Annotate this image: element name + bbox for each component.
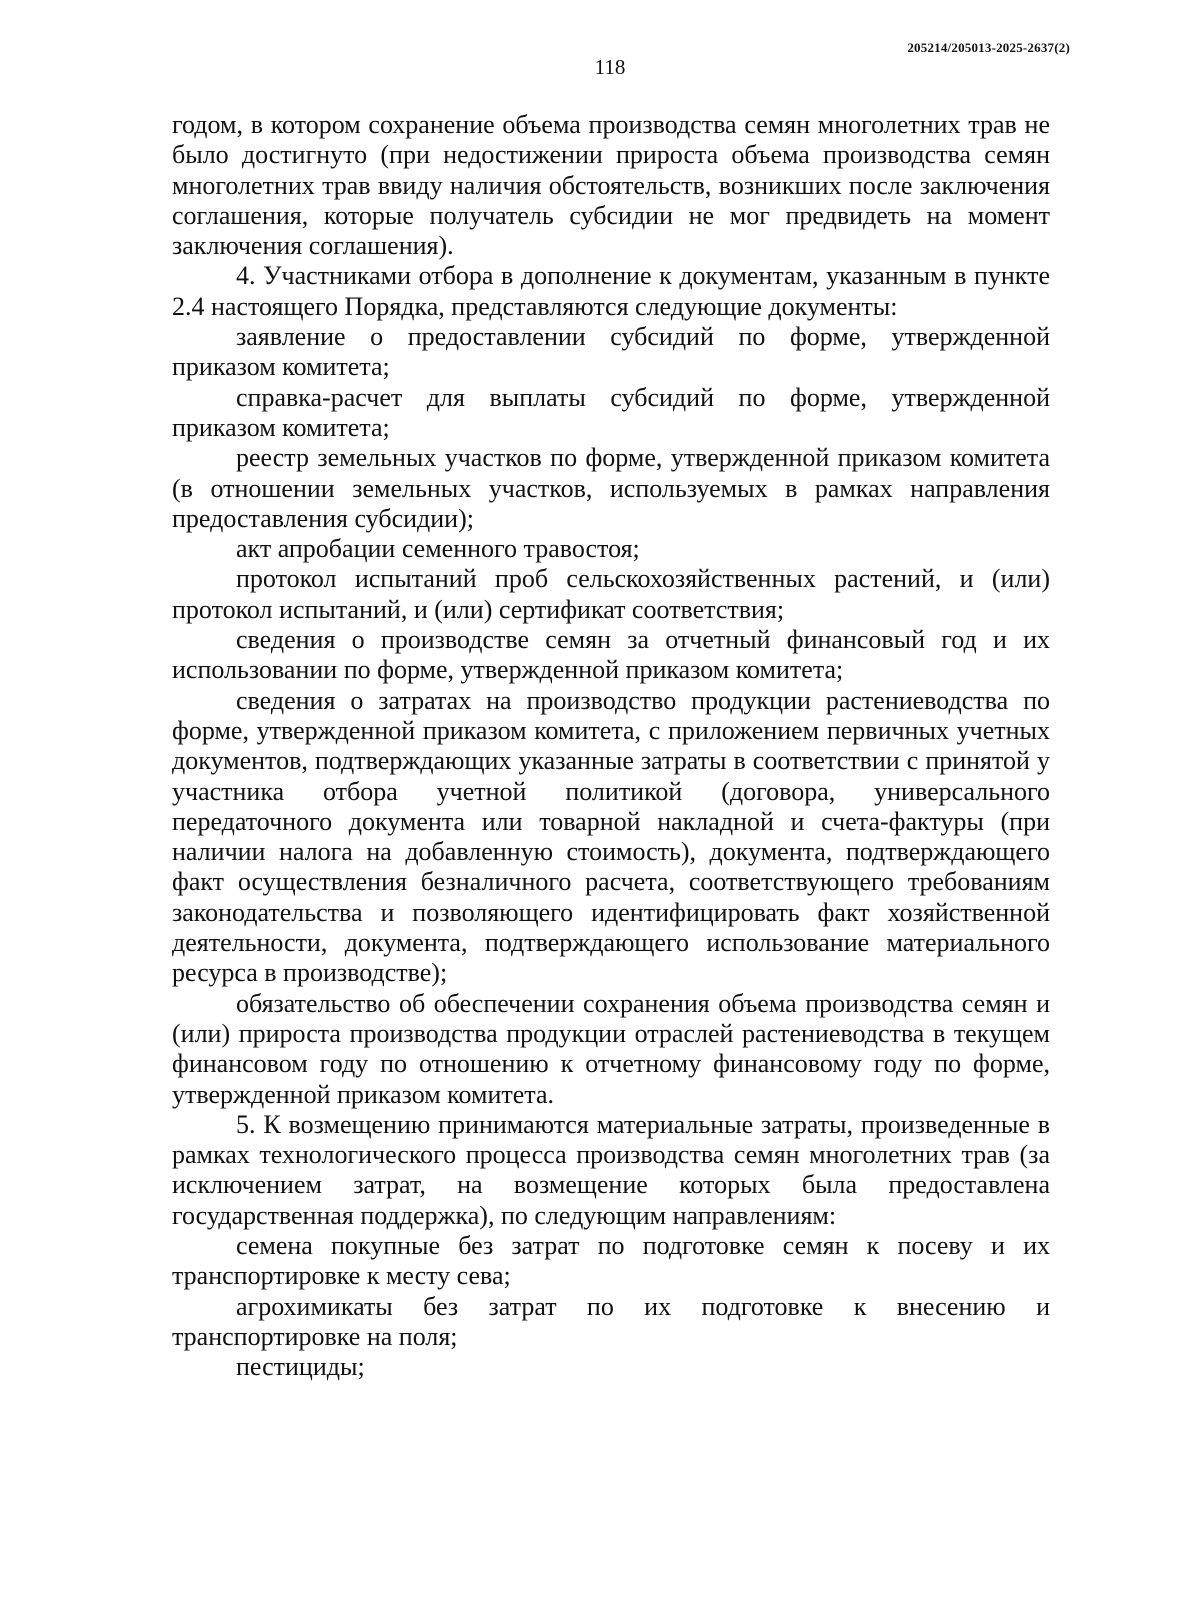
list-item: сведения о производстве семян за отчетный финансовый год и их использовании по форме, утвержденной приказом комитета; — [172, 625, 1050, 685]
list-item: реестр земельных участков по форме, утвержденной приказом комитета (в отношении земельных участков, используемых в рамках направления предоставления субсидии); — [172, 443, 1050, 533]
list-item: справка-расчет для выплаты субсидий по форме, утвержденной приказом комитета; — [172, 382, 1050, 442]
list-item: агрохимикаты без затрат по их подготовке к внесению и транспортировке на поля; — [172, 1291, 1050, 1351]
list-item: семена покупные без затрат по подготовке семян к посеву и их транспортировке к месту сева; — [172, 1230, 1050, 1291]
list-item: протокол испытаний проб сельскохозяйственных растений, и (или) протокол испытаний, и (или) сертификат соответствия; — [172, 564, 1050, 624]
body-text — [172, 110, 1050, 1382]
list-item: акт апробации семенного травостоя; — [236, 534, 640, 564]
paragraph: годом, в котором сохранение объема производства семян многолетних трав не было достигнуто (при недостижении прироста объема производства семян многолетних трав ввиду наличия обстоятельств, возникших после заключения соглашения, которые получатель субсидии не мог предвидеть на момент заключения соглашения). — [172, 110, 1050, 261]
paragraph: 4. Участниками отбора в дополнение к документам, указанным в пункте 2.4 настоящего Порядка, представляются следующие документы: — [172, 261, 1050, 321]
list-item: обязательство об обеспечении сохранения объема производства семян и (или) прироста производства продукции отраслей растениеводства в текущем финансовом году по отношению к отчетному финансовому году по форме, утвержденной приказом комитета. — [172, 988, 1050, 1109]
paragraph: 5. К возмещению принимаются материальные затраты, произведенные в рамках технологического процесса производства семян многолетних трав (за исключением затрат, на возмещение которых была предоставлена государственная поддержка), по следующим направлениям: — [172, 1109, 1050, 1230]
list-item: сведения о затратах на производство продукции растениеводства по форме, утвержденной приказом комитета, с приложением первичных учетных документов, подтверждающих указанные затраты в соответствии с принятой у участника отбора учетной политикой (договора, универсального передаточного документа или товарной накладной и счета-фактуры (при наличии налога на добавленную стоимость), документа, подтверждающего факт осуществления безналичного расчета, соответствующего требованиям законодательства и позволяющего идентифицировать факт хозяйственной деятельности, документа, подтверждающего использование материального ресурса в производстве); — [172, 685, 1050, 988]
list-item: заявление о предоставлении субсидий по форме, утвержденной приказом комитета; — [172, 322, 1050, 382]
list-item: пестициды; — [236, 1352, 365, 1382]
document-id: 205214/205013-2025-2637(2) — [907, 40, 1070, 55]
page-number: 118 — [594, 55, 626, 79]
